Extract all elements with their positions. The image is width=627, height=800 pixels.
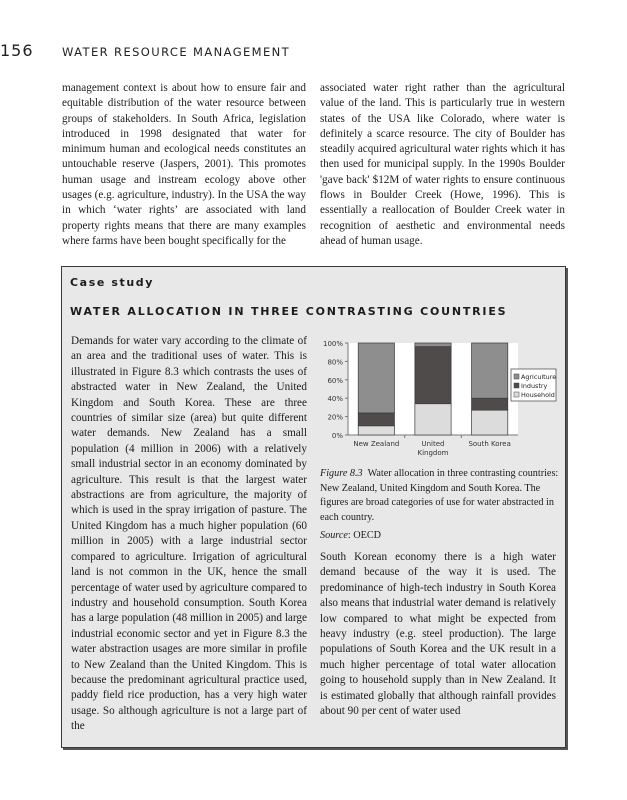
caption-label: Figure 8.3	[320, 468, 363, 479]
legend-swatch-household	[514, 392, 519, 397]
source-text: : OECD	[347, 530, 382, 541]
y-tick-label: 80%	[327, 358, 343, 367]
x-tick-label: United	[421, 440, 445, 448]
figure-caption	[320, 467, 560, 525]
x-tick-label: South Korea	[468, 440, 511, 448]
body-column-left	[62, 81, 306, 249]
body-paragraph: associated water right rather than the agricultural value of the land. This is particularly true in western states of the USA like Colorado, where water is definitely a scarce resource. The city of Boulder has steadily acquired agricultural water rights which it has then used for municipal supply. In the 1990s Boulder 'gave back' $12M of water rights to ensure continuous flows in Boulder Creek (Howe, 1996). This is essentially a reallocation of Boulder Creek water in recognition of aesthetic and environmental needs ahead of human usage.	[320, 82, 565, 247]
caption-text: Water allocation in three contrasting countries: New Zealand, United Kingdom and South Korea. The figures are broad categories of use for water abstracted in each country.	[320, 468, 559, 523]
legend-swatch-industry	[514, 383, 519, 388]
legend-label-industry: Industry	[521, 382, 548, 390]
y-tick-label: 0%	[331, 432, 343, 440]
case-study-title: WATER ALLOCATION IN THREE CONTRASTING COUNTRIES	[70, 305, 508, 318]
x-tick-label: Kingdom	[417, 449, 449, 457]
figure-source	[320, 530, 381, 541]
bar-industry	[358, 413, 394, 426]
case-study-box	[61, 266, 566, 748]
y-tick-label: 60%	[327, 376, 343, 385]
page-number: 156	[0, 41, 34, 60]
figure-chart	[318, 337, 558, 467]
bar-agriculture	[415, 343, 451, 347]
legend-label-agriculture: Agriculture	[521, 373, 557, 381]
bar-household	[415, 404, 451, 435]
running-title: WATER RESOURCE MANAGEMENT	[62, 45, 291, 59]
bar-agriculture	[472, 343, 508, 398]
legend-swatch-agriculture	[514, 374, 519, 379]
bar-industry	[415, 347, 451, 404]
case-study-text-right: South Korean economy there is a high water demand because of the way it is used. The predominance of high-tech industry in South Korea also means that industrial water demand is relatively low compared to what might be expected from heavy industry (e.g. steel production). The large populations of South Korea and the UK result in a much higher percentage of total water allocation going to household supply than in New Zealand. It is estimated globally that although rainfall provides about 90 per cent of water used	[320, 551, 556, 718]
bar-household	[358, 426, 394, 435]
y-tick-label: 20%	[327, 413, 343, 422]
case-study-label: Case study	[70, 276, 155, 289]
bar-industry	[472, 398, 508, 410]
bar-household	[472, 410, 508, 435]
bar-agriculture	[358, 343, 394, 413]
running-head	[0, 41, 290, 63]
legend-label-household: Household	[521, 391, 555, 399]
source-label: Source	[320, 530, 348, 541]
case-study-text-left: Demands for water vary according to the climate of an area and the traditional uses of water. This is illustrated in Figure 8.3 which contrasts the uses of abstracted water in New Zealand, the United Kingdom and South Korea. These are three countries of similar size (area) but quite different water demands. New Zealand has a small population (4 million in 2006) with a relatively small industrial sector in an economy dominated by agriculture. This result is that the largest water abstractions are from agriculture, the majority of which is used in the spray irrigation of pasture. The United Kingdom has a much higher population (60 million in 2005) with a large industrial sector compared to agriculture. Irrigation of agricultural land is not common in the UK, hence the small percentage of water used by agriculture compared to industry and household consumption. South Korea has a large population (48 million in 2005) and large industrial economic sector and yet in Figure 8.3 the water abstraction usages are more similar in profile to New Zealand than the United Kingdom. This is because the predominant agricultural practice used, paddy field rice production, has a very high water usage. So although agriculture is not a large part of the	[71, 335, 307, 733]
body-column-right	[320, 81, 565, 249]
body-paragraph: management context is about how to ensure fair and equitable distribution of the water resource between groups of stakeholders. In South Africa, legislation introduced in 1998 designated that water for minimum human and ecological needs constitutes an untouchable reserve (Jaspers, 2001). This promotes human usage and instream ecology above other usages (e.g. agriculture, industry). In the USA the way in which ‘water rights’ are associated with land property rights means that there are many examples where farms have been bought specifically for the	[62, 82, 306, 247]
y-tick-label: 100%	[322, 340, 343, 348]
x-tick-label: New Zealand	[353, 440, 400, 448]
stacked-bar-chart	[318, 337, 558, 467]
y-tick-label: 40%	[327, 395, 343, 404]
